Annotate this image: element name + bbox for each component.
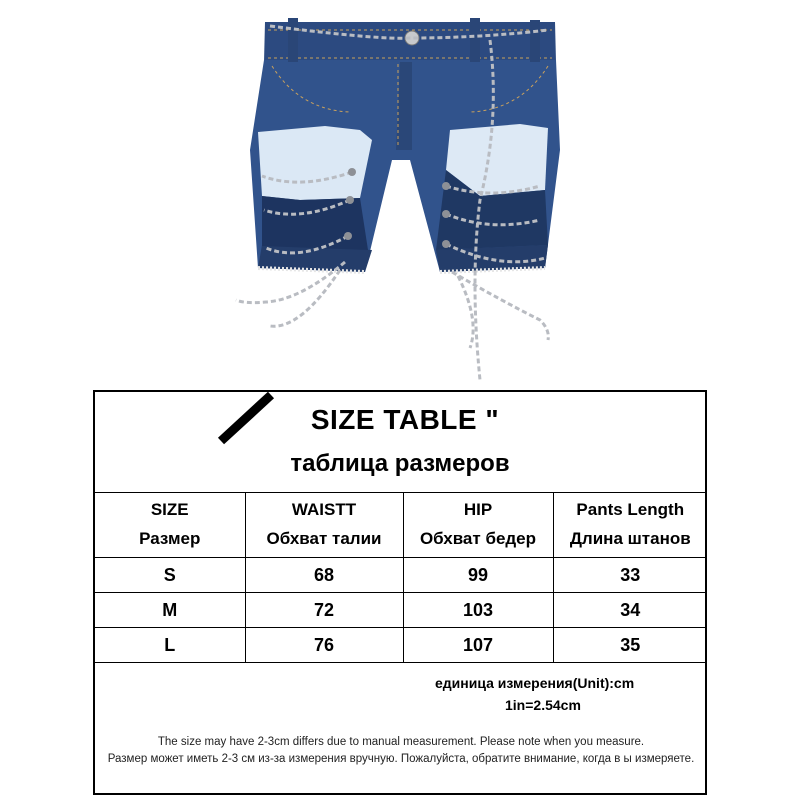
- header-waist: [245, 493, 403, 558]
- size-table-title: SIZE TABLE ": [310, 404, 500, 435]
- cell-size: M: [95, 593, 245, 628]
- size-table: [95, 492, 707, 663]
- header-en: SIZE: [150, 500, 189, 520]
- header-en: HIP: [463, 500, 493, 520]
- size-chart-title-area: [95, 392, 705, 480]
- header-en: Pants Length: [576, 500, 685, 520]
- cell-size: L: [95, 628, 245, 663]
- denim-shorts-illustration: [0, 0, 800, 388]
- table-row: [95, 628, 707, 663]
- header-ru: Длина штанов: [569, 529, 691, 548]
- cell-length: 34: [553, 593, 707, 628]
- product-image: [0, 0, 800, 388]
- header-size: [95, 493, 245, 558]
- size-table-header-row: [95, 493, 707, 558]
- inch-conversion: 1in=2.54cm: [505, 697, 581, 713]
- size-table-title-ru: таблица размеров: [290, 450, 510, 477]
- cell-hip: 107: [403, 628, 553, 663]
- cell-waist: 76: [245, 628, 403, 663]
- cell-waist: 72: [245, 593, 403, 628]
- header-en: WAISTT: [291, 500, 357, 520]
- size-chart-card: [93, 390, 707, 795]
- table-row: [95, 593, 707, 628]
- cell-waist: 68: [245, 558, 403, 593]
- header-ru: Обхват талии: [266, 529, 382, 548]
- cell-hip: 103: [403, 593, 553, 628]
- header-hip: [403, 493, 553, 558]
- header-ru: Размер: [139, 529, 201, 548]
- measurement-note-ru: Размер может иметь 2-3 см из-за измерения вручную. Пожалуйста, обратите внимание, когда в ы измеряете.: [107, 753, 695, 765]
- cell-length: 33: [553, 558, 707, 593]
- measurement-note-en: The size may have 2-3cm differs due to manual measurement. Please note when you measure.: [157, 736, 645, 748]
- header-ru: Обхват бедер: [419, 529, 537, 548]
- table-row: [95, 558, 707, 593]
- cell-hip: 99: [403, 558, 553, 593]
- unit-label: единица измерения(Unit):cm: [435, 675, 635, 691]
- cell-size: S: [95, 558, 245, 593]
- cell-length: 35: [553, 628, 707, 663]
- header-pants-length: [553, 493, 707, 558]
